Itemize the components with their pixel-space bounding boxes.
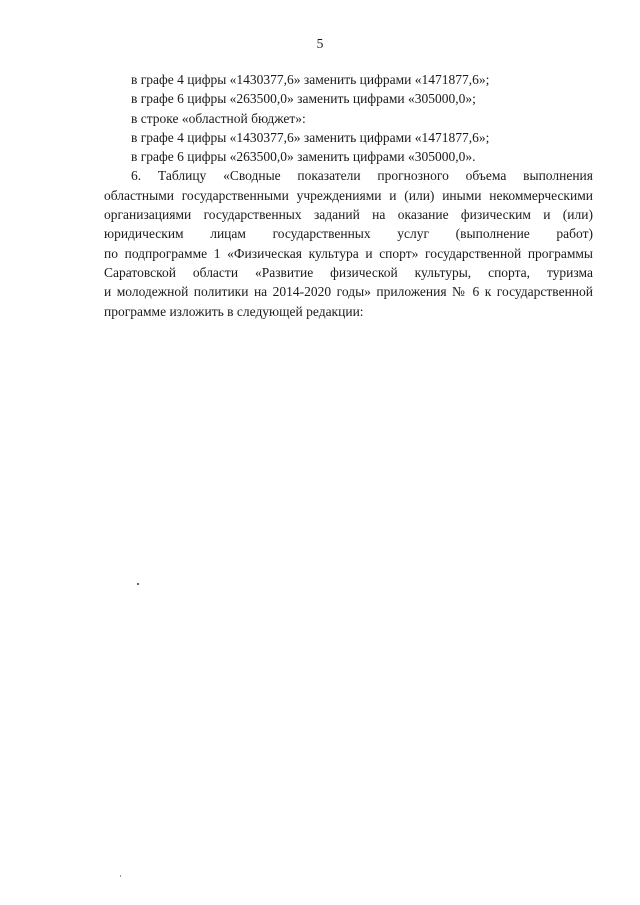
edit-line: в графе 4 цифры «1430377,6» заменить цифрами «1471877,6»; bbox=[131, 129, 490, 145]
page-number: 5 bbox=[316, 36, 324, 51]
paragraph-line: по подпрограмме 1 «Физическая культура и спорт» государственной программы bbox=[104, 245, 593, 261]
paragraph-line: областными государственными учреждениями и (или) иными некоммерческими bbox=[104, 187, 593, 203]
paragraph-line: 6. Таблицу «Сводные показатели прогнозного объема выполнения bbox=[131, 168, 593, 184]
paragraph-line: и молодежной политики на 2014-2020 годы» приложения № 6 к государственной bbox=[104, 284, 593, 300]
edit-line: в графе 6 цифры «263500,0» заменить цифрами «305000,0». bbox=[131, 149, 476, 165]
document-body bbox=[104, 70, 593, 321]
scan-speck bbox=[120, 875, 121, 877]
paragraph-table-replacement bbox=[104, 166, 593, 320]
scan-speck bbox=[137, 583, 139, 585]
paragraph-line: организациями государственных заданий на оказание физическим и (или) bbox=[104, 207, 593, 223]
edit-line: в графе 4 цифры «1430377,6» заменить цифрами «1471877,6»; bbox=[131, 72, 490, 87]
edit-line: в строке «областной бюджет»: bbox=[131, 110, 306, 126]
paragraph-line: программе изложить в следующей редакции: bbox=[104, 303, 364, 319]
edit-line: в графе 6 цифры «263500,0» заменить цифрами «305000,0»; bbox=[131, 91, 476, 107]
paragraph-line: юридическим лицам государственных услуг (выполнение работ) bbox=[104, 226, 593, 242]
paragraph-line: Саратовской области «Развитие физической культуры, спорта, туризма bbox=[104, 264, 593, 280]
